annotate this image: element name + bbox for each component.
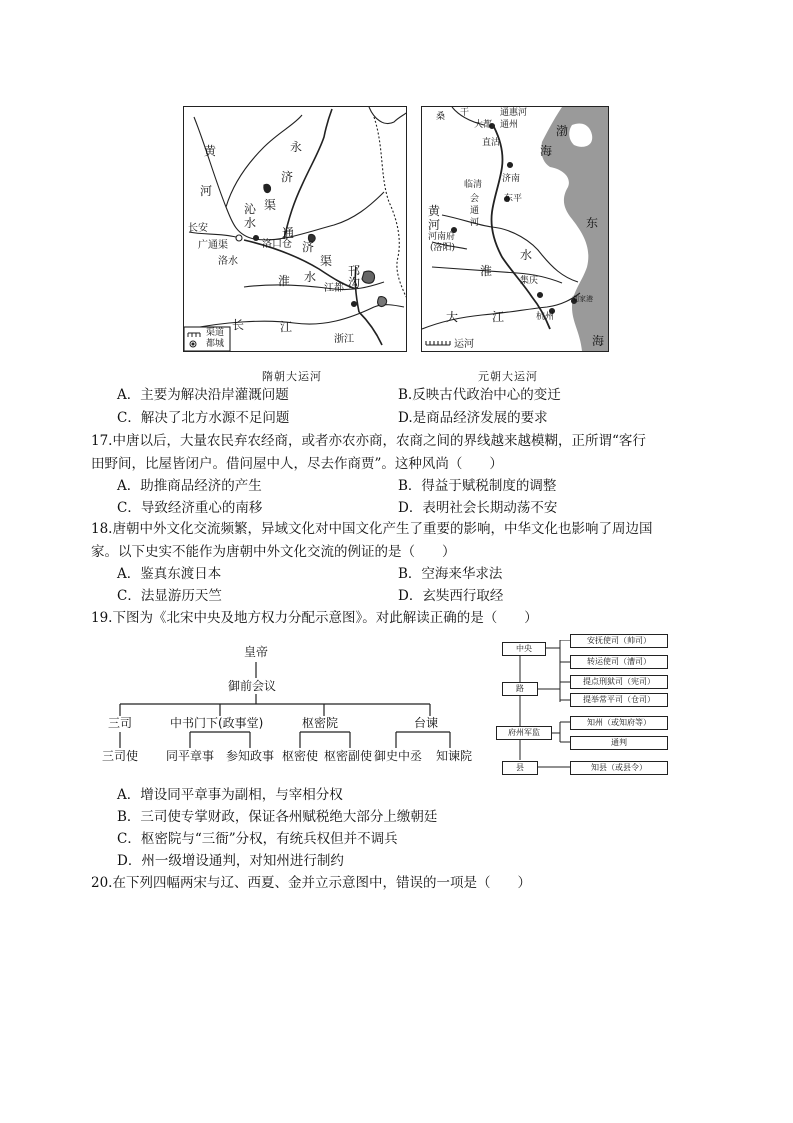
node-anfushisi: 安抚使司（帅司） xyxy=(570,634,668,648)
map-label: 水 xyxy=(520,248,533,262)
map-label: 济南 xyxy=(502,174,521,184)
map-label: 河 xyxy=(470,218,480,228)
sui-map-caption: 隋朝大运河 xyxy=(262,370,322,383)
node-lu: 路 xyxy=(502,682,538,696)
central-power-diagram xyxy=(100,640,480,775)
map-label: 长 xyxy=(232,318,245,332)
map-label: 东 xyxy=(586,216,599,230)
map-label: 渠 xyxy=(320,254,333,268)
q19-option-d[interactable]: D．州一级增设通判，对知州进行制约 xyxy=(117,853,344,869)
map-label: 济 xyxy=(281,170,294,184)
map-label: 江 xyxy=(492,310,505,324)
q17-option-b[interactable]: B．得益于赋税制度的调整 xyxy=(398,478,557,494)
node-tidianxingyusi: 提点刑狱司（宪司） xyxy=(570,675,668,689)
q17-option-d[interactable]: D．表明社会长期动荡不安 xyxy=(398,500,558,516)
map-label: 河 xyxy=(428,218,441,232)
map-label: 淮 xyxy=(480,264,493,278)
q16-option-a[interactable]: A．主要为解决沿岸灌溉问题 xyxy=(117,387,289,403)
map-label: 邗 xyxy=(348,264,361,278)
map-label: 淮 xyxy=(278,274,291,288)
map-label: 大 xyxy=(446,310,459,324)
q18-option-b[interactable]: B．空海来华求法 xyxy=(398,566,503,582)
node-tijuchangpingsi: 提举常平司（仓司） xyxy=(570,693,668,707)
sui-canal-map xyxy=(183,106,407,352)
q19-option-b[interactable]: B．三司使专掌财政，保证各州赋税绝大部分上缴朝廷 xyxy=(117,809,438,825)
node-taijian: 台谏 xyxy=(414,716,439,730)
map-label: 河南府 xyxy=(428,232,456,242)
node-shumifushi: 枢密副使 xyxy=(324,749,373,763)
node-shumishi: 枢密使 xyxy=(282,749,319,763)
node-imperial-council: 御前会议 xyxy=(228,679,277,693)
map-label: 黄 xyxy=(428,204,441,218)
node-zhixian: 知县（或县令） xyxy=(570,761,668,775)
map-label: 通惠河 xyxy=(500,108,528,118)
map-label: 浙江 xyxy=(334,334,354,345)
q18-option-d[interactable]: D．玄奘西行取经 xyxy=(398,588,504,604)
map-label: 通州 xyxy=(500,120,519,130)
node-sansi: 三司 xyxy=(108,716,133,730)
legend-canal: 渠道 xyxy=(206,328,225,338)
q17-option-c[interactable]: C．导致经济重心的南移 xyxy=(117,500,263,516)
map-label: 永 xyxy=(290,140,303,154)
map-label: 洛口仓 xyxy=(262,239,292,250)
map-label: 临清 xyxy=(464,180,483,190)
map-label: 沟 xyxy=(348,276,361,290)
q19-option-a[interactable]: A．增设同平章事为副相，与宰相分权 xyxy=(117,787,343,803)
map-label: 桑 xyxy=(436,112,446,122)
map-label: 沁 xyxy=(244,202,257,216)
map-label: 大都 xyxy=(474,120,493,130)
map-label: (洛阳) xyxy=(430,243,456,253)
map-label: 刘家港 xyxy=(572,295,593,303)
q17-option-a[interactable]: A．助推商品经济的产生 xyxy=(117,478,262,494)
node-tongpan: 通判 xyxy=(570,736,668,750)
q17-stem-line1: 17.中唐以后，大量农民弃农经商，或者亦农亦商，农商之间的界线越来越模糊，正所谓“客行 xyxy=(91,433,646,449)
node-shumiyuan: 枢密院 xyxy=(302,716,339,730)
map-label: 会 xyxy=(470,194,480,204)
map-label: 渤 xyxy=(556,124,569,138)
map-label: 东平 xyxy=(504,194,523,204)
node-zhuanyunshisi: 转运使司（漕司） xyxy=(570,655,668,669)
yuan-map-caption: 元朝大运河 xyxy=(478,370,538,383)
node-emperor: 皇帝 xyxy=(244,645,269,659)
q20-stem: 20.在下列四幅两宋与辽、西夏、金并立示意图中，错误的一项是（ ） xyxy=(91,875,531,891)
map-label: 通 xyxy=(470,206,480,216)
yuan-canal-map xyxy=(421,106,609,352)
q17-stem-line2: 田野间，比屋皆闭户。借问屋中人，尽去作商贾”。这种风尚（ ） xyxy=(91,456,503,472)
map-label: 海 xyxy=(592,334,605,348)
q18-stem-line1: 18.唐朝中外文化交流频繁，异域文化对中国文化产生了重要的影响，中华文化也影响了周边国 xyxy=(91,521,653,537)
q16-option-b[interactable]: B.反映古代政治中心的变迁 xyxy=(398,387,561,403)
node-zhijianyuan: 知谏院 xyxy=(436,749,473,763)
node-tongpingzhangshi: 同平章事 xyxy=(166,749,215,763)
map-label: 水 xyxy=(244,216,257,230)
map-label: 长安 xyxy=(188,223,208,234)
map-label: 广通渠 xyxy=(198,240,228,251)
q19-option-c[interactable]: C．枢密院与“三衙”分权，有统兵权但并不调兵 xyxy=(117,831,398,847)
map-label: 水 xyxy=(304,270,317,284)
map-label: 江都 xyxy=(324,283,344,294)
map-label: 通 xyxy=(282,226,295,240)
q18-stem-line2: 家。以下史实不能作为唐朝中外文化交流的例证的是（ ） xyxy=(91,544,456,560)
q16-option-d[interactable]: D.是商品经济发展的要求 xyxy=(398,410,548,426)
q16-option-c[interactable]: C．解决了北方水源不足问题 xyxy=(117,410,290,426)
map-label: 江 xyxy=(280,320,293,334)
map-label: 渠 xyxy=(264,198,277,212)
q18-option-c[interactable]: C．法显游历天竺 xyxy=(117,588,222,604)
q18-option-a[interactable]: A．鉴真东渡日本 xyxy=(117,566,222,582)
node-xian: 县 xyxy=(502,761,538,775)
local-power-diagram xyxy=(494,636,674,780)
map-label: 集庆 xyxy=(520,276,539,286)
map-label: 河 xyxy=(200,184,213,198)
node-canzhizhengshi: 参知政事 xyxy=(226,749,275,763)
node-sansishi: 三司使 xyxy=(102,749,139,763)
map-label: 干 xyxy=(460,108,470,118)
map-label: 济 xyxy=(302,240,315,254)
node-zhongshu: 中书门下(政事堂) xyxy=(170,716,264,730)
map-label: 杭州 xyxy=(536,312,555,322)
legend-canal: 运河 xyxy=(454,339,474,350)
legend-capital: 都城 xyxy=(206,339,225,349)
q19-stem: 19.下图为《北宋中央及地方权力分配示意图》。对此解读正确的是（ ） xyxy=(91,610,538,626)
node-fuzhoujunjian: 府州军监 xyxy=(496,726,552,740)
map-label: 直沽 xyxy=(482,138,501,148)
map-label: 海 xyxy=(540,144,553,158)
map-label: 洛水 xyxy=(218,256,238,267)
node-zhongyang: 中央 xyxy=(502,642,546,656)
node-yushizhongcheng: 御史中丞 xyxy=(374,749,423,763)
map-label: 黄 xyxy=(204,144,217,158)
node-zhizhou: 知州（或知府等） xyxy=(570,716,668,730)
